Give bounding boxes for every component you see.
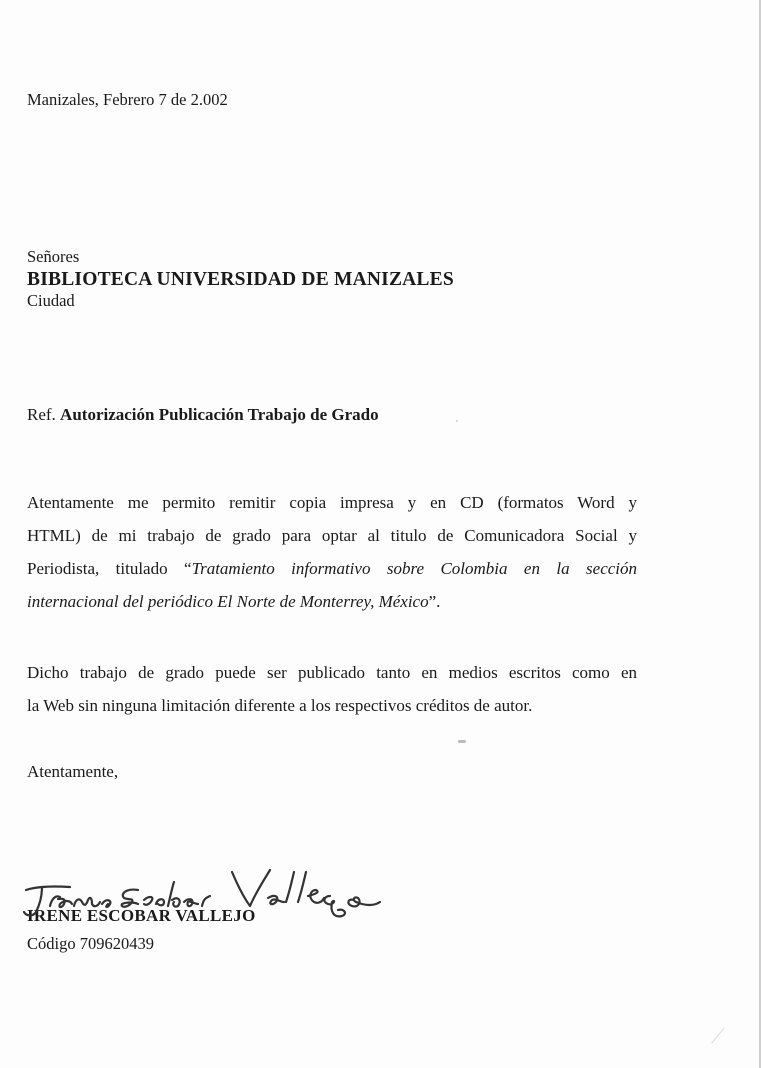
reference-prefix: Ref. <box>27 405 56 424</box>
paragraph-line: la Web sin ninguna limitación diferente a los respectivos créditos de autor. <box>27 696 533 715</box>
signer-name: IRENE ESCOBAR VALLEJO <box>27 906 256 925</box>
signer-code: Código 709620439 <box>27 934 154 953</box>
paragraph-line: Dicho trabajo de grado puede ser publicado tanto en medios escritos como en <box>27 663 637 682</box>
paragraph-request <box>27 486 637 618</box>
letter-date: Manizales, Febrero 7 de 2.002 <box>27 90 228 109</box>
recipient-city: Ciudad <box>27 291 75 311</box>
recipient-salutation: Señores <box>27 247 80 266</box>
title-intro: Periodista, titulado “ <box>27 559 192 578</box>
recipient-organization: BIBLIOTECA UNIVERSIDAD DE MANIZALES <box>27 268 454 290</box>
thesis-title-part1: Tratamiento informativo sobre Colombia en la sección <box>191 559 638 578</box>
paragraph-line <box>27 585 637 618</box>
reference-line <box>27 405 379 425</box>
paragraph-publication <box>27 656 637 722</box>
handwritten-signature <box>18 862 383 924</box>
title-close: ”. <box>428 592 441 611</box>
scan-speck <box>711 1028 725 1044</box>
reference-subject: Autorización Publicación Trabajo de Grado <box>60 405 379 424</box>
paragraph-line <box>27 552 637 585</box>
paragraph-line: HTML) de mi trabajo de grado para optar al titulo de Comunicadora Social y <box>27 526 637 545</box>
closing: Atentamente, <box>27 762 119 781</box>
scan-speck <box>456 420 458 422</box>
recipient-block <box>27 247 454 311</box>
scan-speck <box>458 740 466 743</box>
thesis-title-part2: internacional del periódico El Norte de Monterrey, México <box>27 592 429 611</box>
paragraph-line: Atentamente me permito remitir copia impresa y en CD (formatos Word y <box>27 493 637 512</box>
